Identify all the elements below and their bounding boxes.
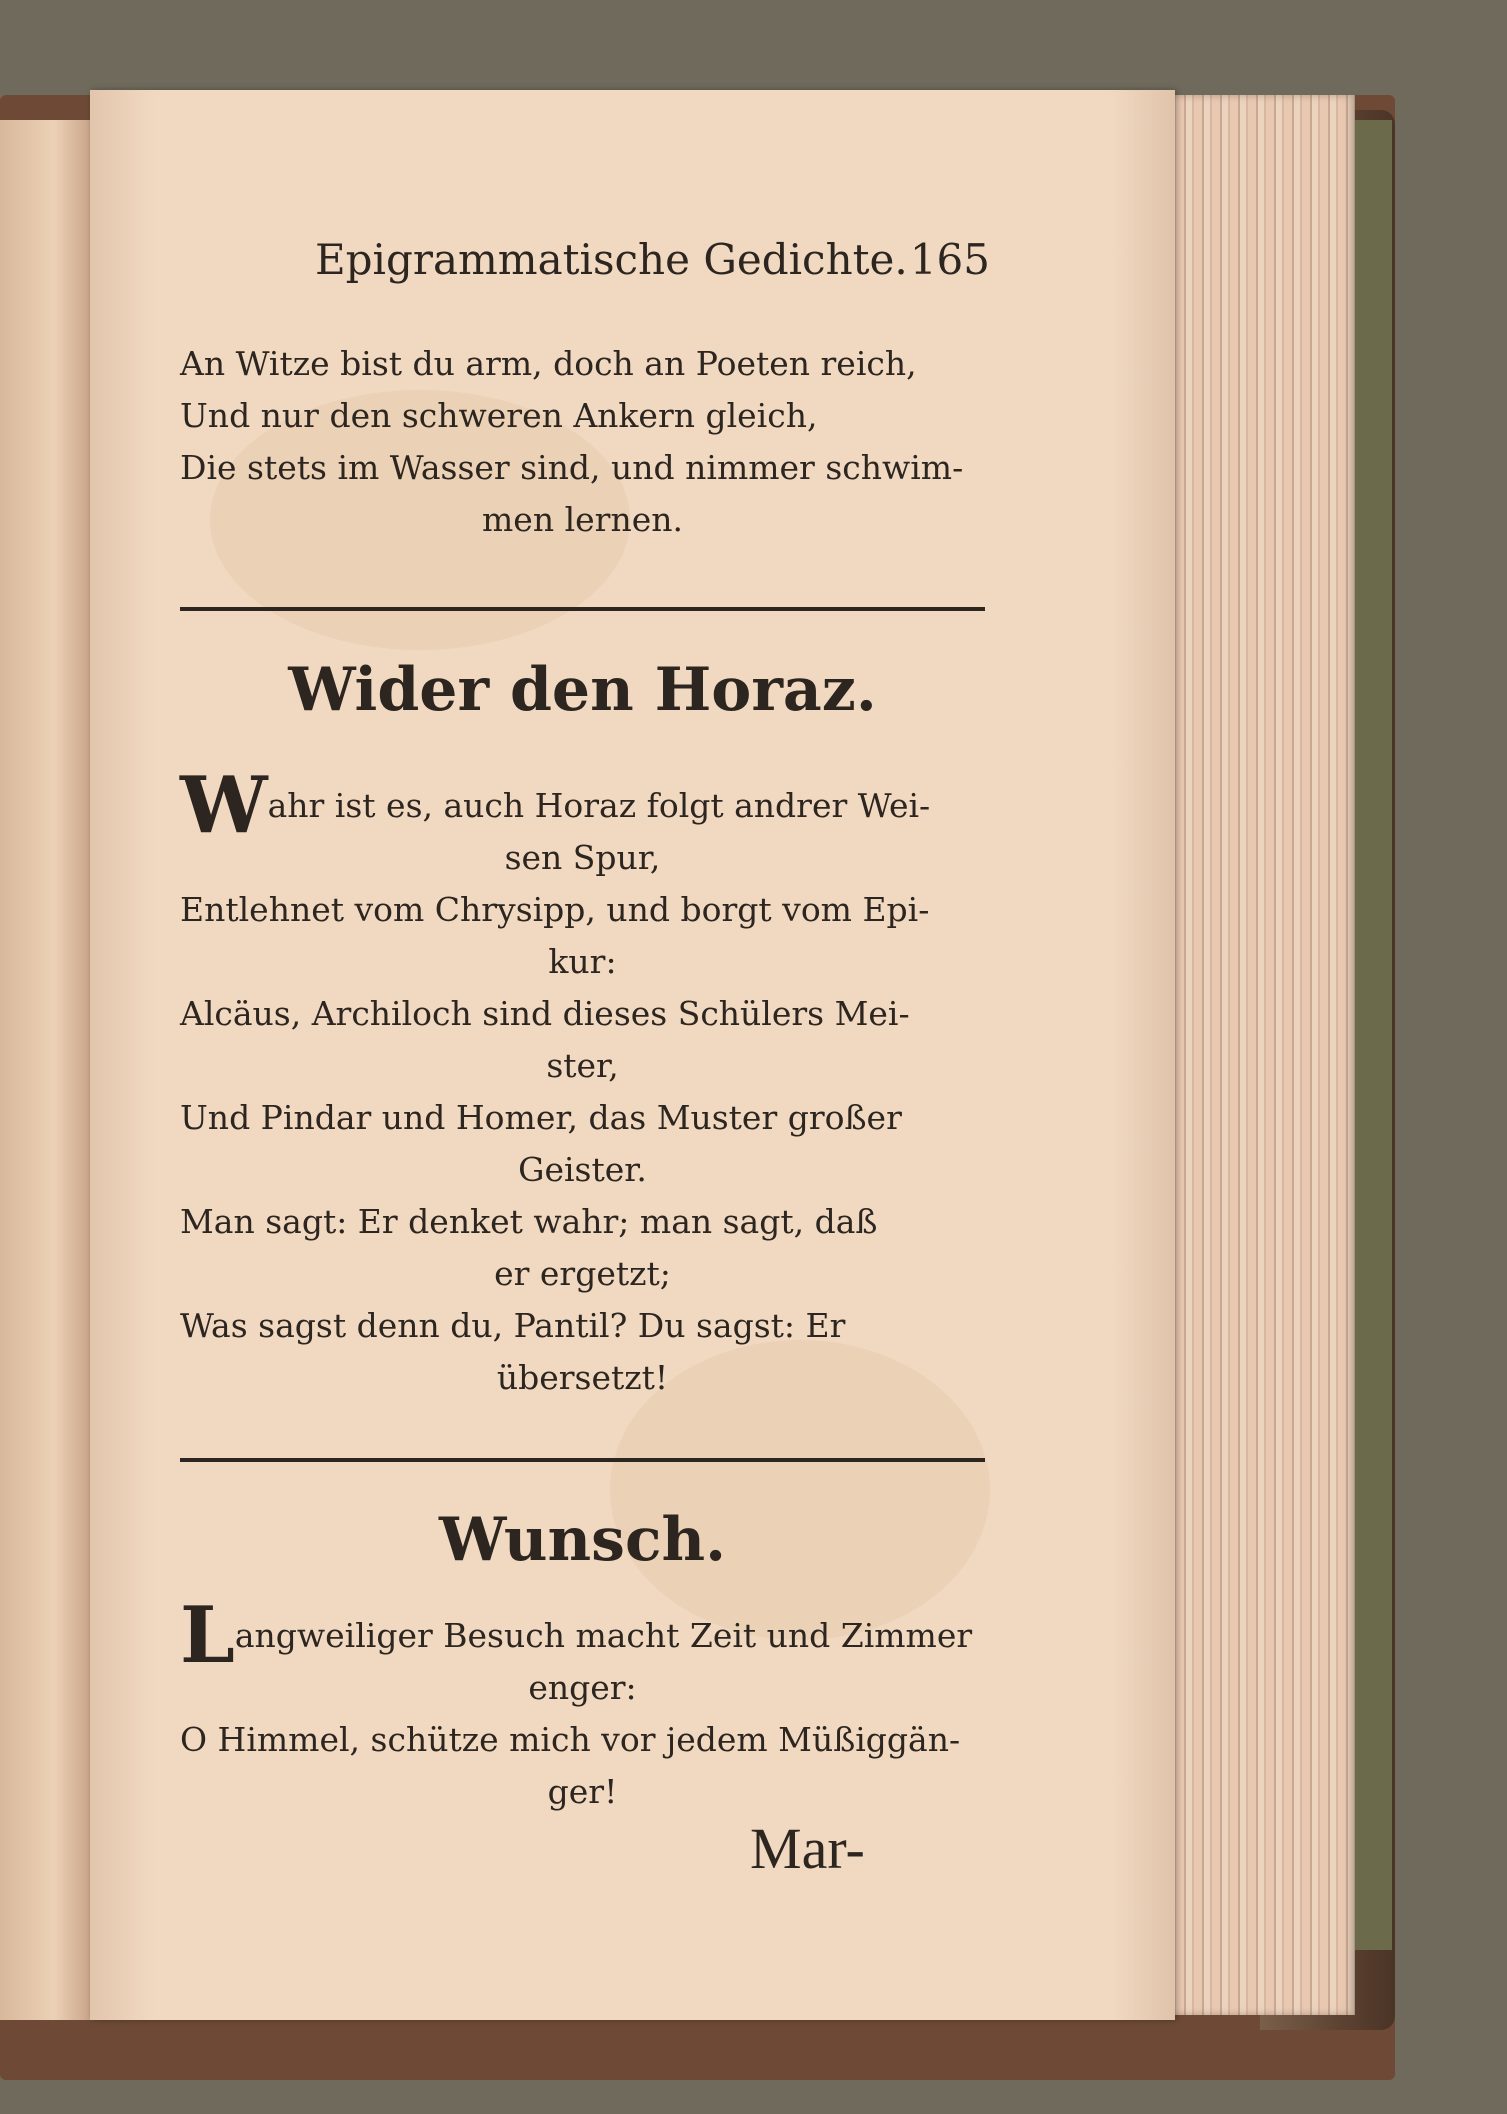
- verse-continuation: sen Spur,: [504, 838, 661, 877]
- verse-line: Alcäus, Archiloch sind dieses Schülers Mei-: [180, 994, 910, 1033]
- verse-continuation: men lernen.: [482, 500, 683, 539]
- verse-continuation: ger!: [547, 1772, 618, 1811]
- verse-line: Die stets im Wasser sind, und nimmer schwim-: [180, 448, 964, 487]
- page-edges: [1150, 95, 1355, 2015]
- verse-line: Entlehnet vom Chrysipp, und borgt vom Epi-: [180, 890, 930, 929]
- poem-title-wunsch: Wunsch.: [438, 1505, 727, 1575]
- drop-initial: W: [180, 760, 268, 851]
- verse-continuation: Geister.: [518, 1150, 647, 1189]
- verse-line-text: angweiliger Besuch macht Zeit und Zimmer: [234, 1616, 973, 1655]
- running-head: [220, 235, 990, 295]
- verse-line: Was sagst denn du, Pantil? Du sagst: Er: [180, 1306, 846, 1345]
- verse-continuation: enger:: [528, 1668, 637, 1707]
- verse-continuation: kur:: [548, 942, 617, 981]
- left-page-edge: [0, 120, 90, 2020]
- verse-block-3: [180, 1590, 985, 1818]
- verse-line: Und Pindar und Homer, das Muster großer: [180, 1098, 902, 1137]
- poem-title-wider-den-horaz: Wider den Horaz.: [288, 655, 877, 725]
- verse-continuation: ster,: [546, 1046, 619, 1085]
- verse-line: [180, 760, 985, 851]
- section-divider: [180, 1458, 985, 1462]
- verse-line: O Himmel, schütze mich vor jedem Müßiggän-: [180, 1720, 961, 1759]
- verse-line-text: ahr ist es, auch Horaz folgt andrer Wei-: [267, 786, 931, 825]
- verse-block-1: [180, 338, 985, 546]
- section-divider: [180, 607, 985, 611]
- page-number: 165: [909, 235, 990, 284]
- catchword: Mar-: [750, 1816, 865, 1881]
- spine-leather: [1352, 120, 1392, 1950]
- verse-continuation: übersetzt!: [496, 1358, 669, 1397]
- verse-continuation: er ergetzt;: [494, 1254, 671, 1293]
- verse-block-2: [180, 760, 985, 1404]
- verse-line: Man sagt: Er denket wahr; man sagt, daß: [180, 1202, 878, 1241]
- verse-line: An Witze bist du arm, doch an Poeten reich,: [180, 344, 917, 383]
- drop-initial: L: [180, 1590, 235, 1681]
- verse-line: Und nur den schweren Ankern gleich,: [180, 396, 818, 435]
- verse-line: [180, 1590, 985, 1681]
- running-head-title: Epigrammatische Gedichte.: [315, 235, 908, 284]
